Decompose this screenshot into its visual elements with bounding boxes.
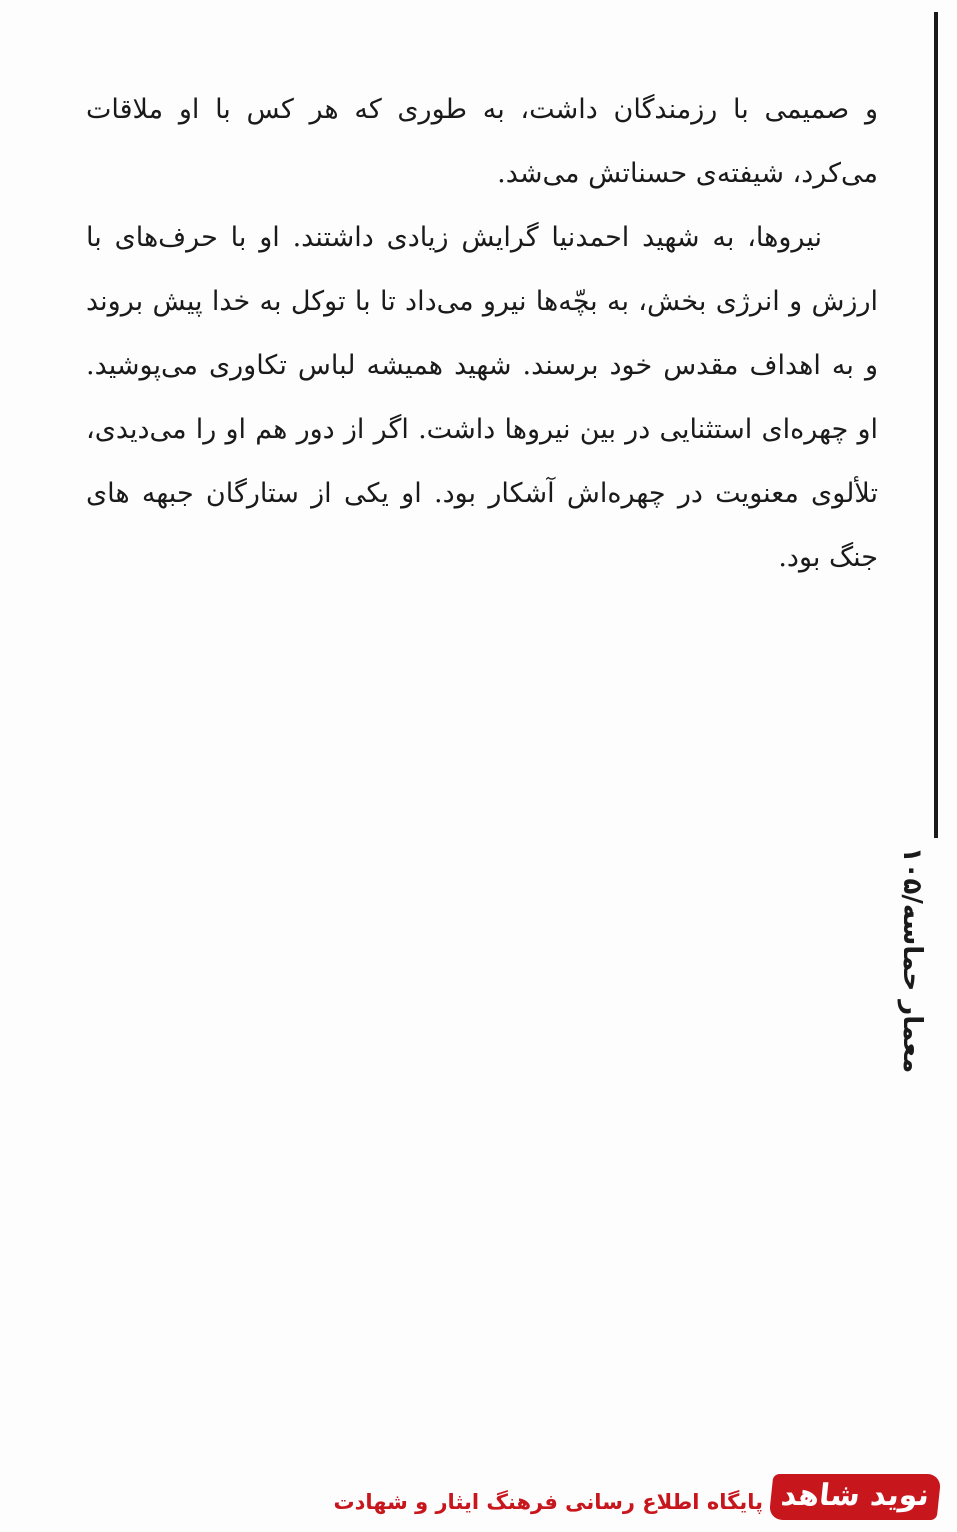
margin-running-title: [888, 846, 936, 1074]
margin-vertical-rule: [934, 12, 938, 838]
paragraph-1: و صمیمی با رزمندگان داشت، به طوری که هر کس با او ملاقات می‌کرد، شیفته‌ی حسناتش می‌شد.: [86, 94, 878, 189]
book-title-page-number: معمار حماسه/۱۰۵: [897, 846, 928, 1074]
body-text: [86, 78, 878, 590]
navid-shahed-logo: نوید شاهد: [769, 1474, 942, 1520]
watermark: [334, 1474, 939, 1520]
watermark-caption: پایگاه اطلاع رسانی فرهنگ ایثار و شهادت: [333, 1490, 763, 1514]
paragraph-2: نیروها، به شهید احمدنیا گرایش زیادی داشتند. او با حرف‌های با ارزش و انرژی بخش، به بچّه‌ها نیرو می‌داد تا با توکل به خدا پیش بروند و به اهداف مقدس خود برسند. شهید همیشه لباس تکاوری می‌پوشید. او چهره‌ای استثنایی در بین نیروها داشت. اگر از دور هم او را می‌دیدی، تلألوی معنویت در چهره‌اش آشکار بود. او یکی از ستارگان جبهه های جنگ بود.: [86, 222, 878, 573]
